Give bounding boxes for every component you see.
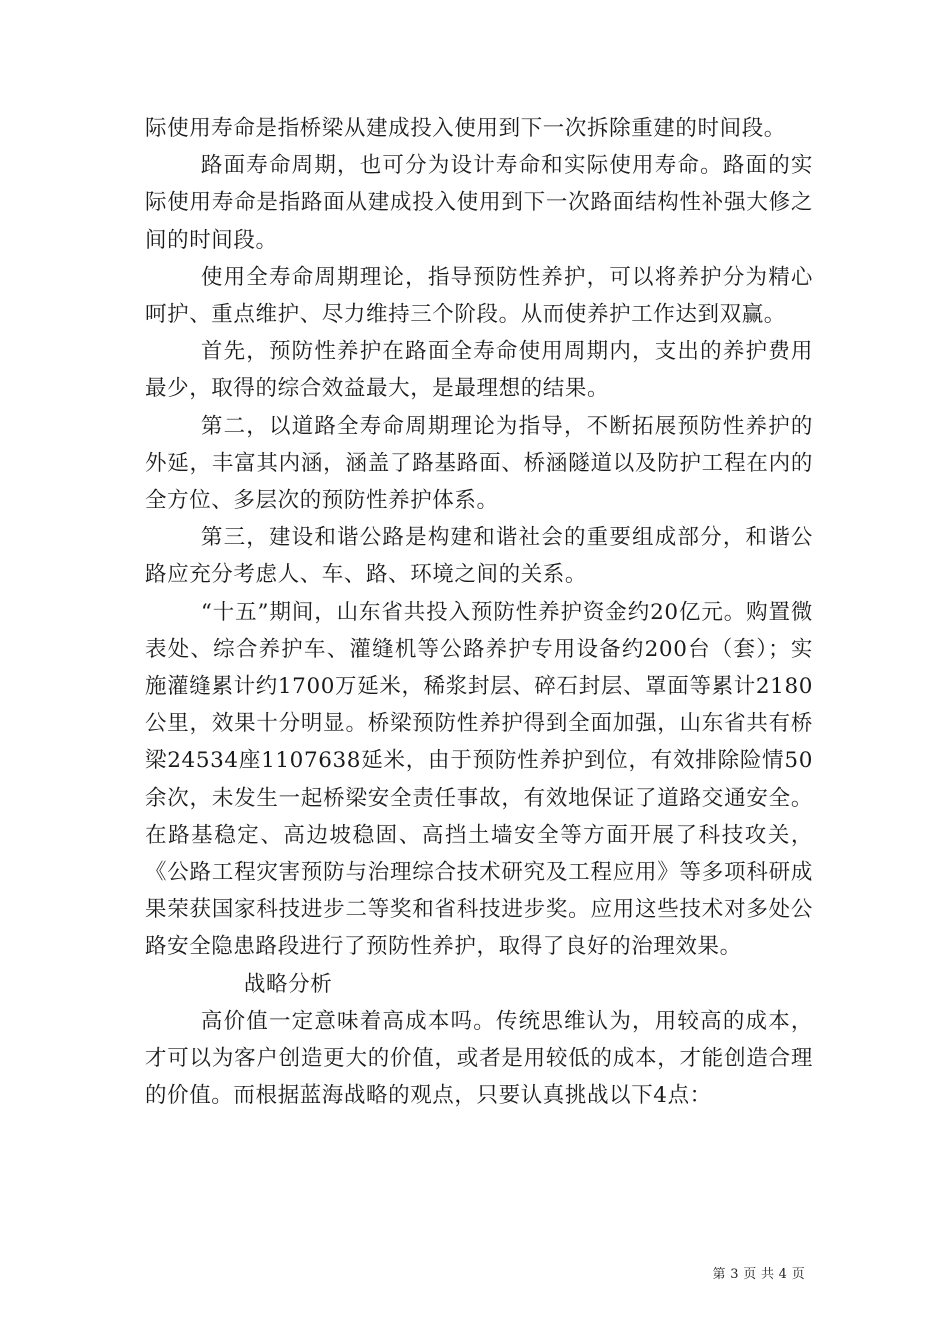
paragraph-bridge-lifespan-continued: 际使用寿命是指桥梁从建成投入使用到下一次拆除重建的时间段。 <box>145 116 786 141</box>
paragraph-pavement-lifespan: 路面寿命周期，也可分为设计寿命和实际使用寿命。路面的实际使用寿命是指路面从建成投入使用到下一次路面结构性补强大修之间的时间段。 <box>145 153 813 253</box>
paragraph-shandong-results: “十五”期间，山东省共投入预防性养护资金约20亿元。购置微表处、综合养护车、灌缝机等公路养护专用设备约200台（套）；实施灌缝累计约1700万延米，稀浆封层、碎石封层、罩面等累计2180公里，效果十分明显。桥梁预防性养护得到全面加强，山东省共有桥梁24534座1107638延米，由于预防性养护到位，有效排除险情50余次，未发生一起桥梁安全责任事故，有效地保证了道路交通安全。在路基稳定、高边坡稳固、高挡土墙安全等方面开展了科技攻关，《公路工程灾害预防与治理综合技术研究及工程应用》等多项科研成果荣获国家科技进步二等奖和省科技进步奖。应用这些技术对多处公路安全隐患路段进行了预防性养护，取得了良好的治理效果。 <box>145 599 813 960</box>
section-heading-strategy-analysis: 战略分析 <box>243 971 333 997</box>
paragraph-third-point: 第三，建设和谐公路是构建和谐社会的重要组成部分，和谐公路应充分考虑人、车、路、环境之间的关系。 <box>145 525 813 588</box>
paragraph-second-point: 第二，以道路全寿命周期理论为指导，不断拓展预防性养护的外延，丰富其内涵，涵盖了路基路面、桥涵隧道以及防护工程在内的全方位、多层次的预防性养护体系。 <box>145 413 813 514</box>
document-body <box>145 110 813 1114</box>
paragraph-value-cost: 高价值一定意味着高成本吗。传统思维认为，用较高的成本，才可以为客户创造更大的价值，或者是用较低的成本，才能创造合理的价值。而根据蓝海战略的观点，只要认真挑战以下4点： <box>145 1008 813 1109</box>
paragraph-lifecycle-theory: 使用全寿命周期理论，指导预防性养护，可以将养护分为精心呵护、重点维护、尽力维持三个阶段。从而使养护工作达到双赢。 <box>145 264 813 328</box>
paragraph-first-point: 首先，预防性养护在路面全寿命使用周期内，支出的养护费用最少，取得的综合效益最大，是最理想的结果。 <box>145 339 813 402</box>
page-number-footer: 第 3 页 共 4 页 <box>712 1267 805 1282</box>
